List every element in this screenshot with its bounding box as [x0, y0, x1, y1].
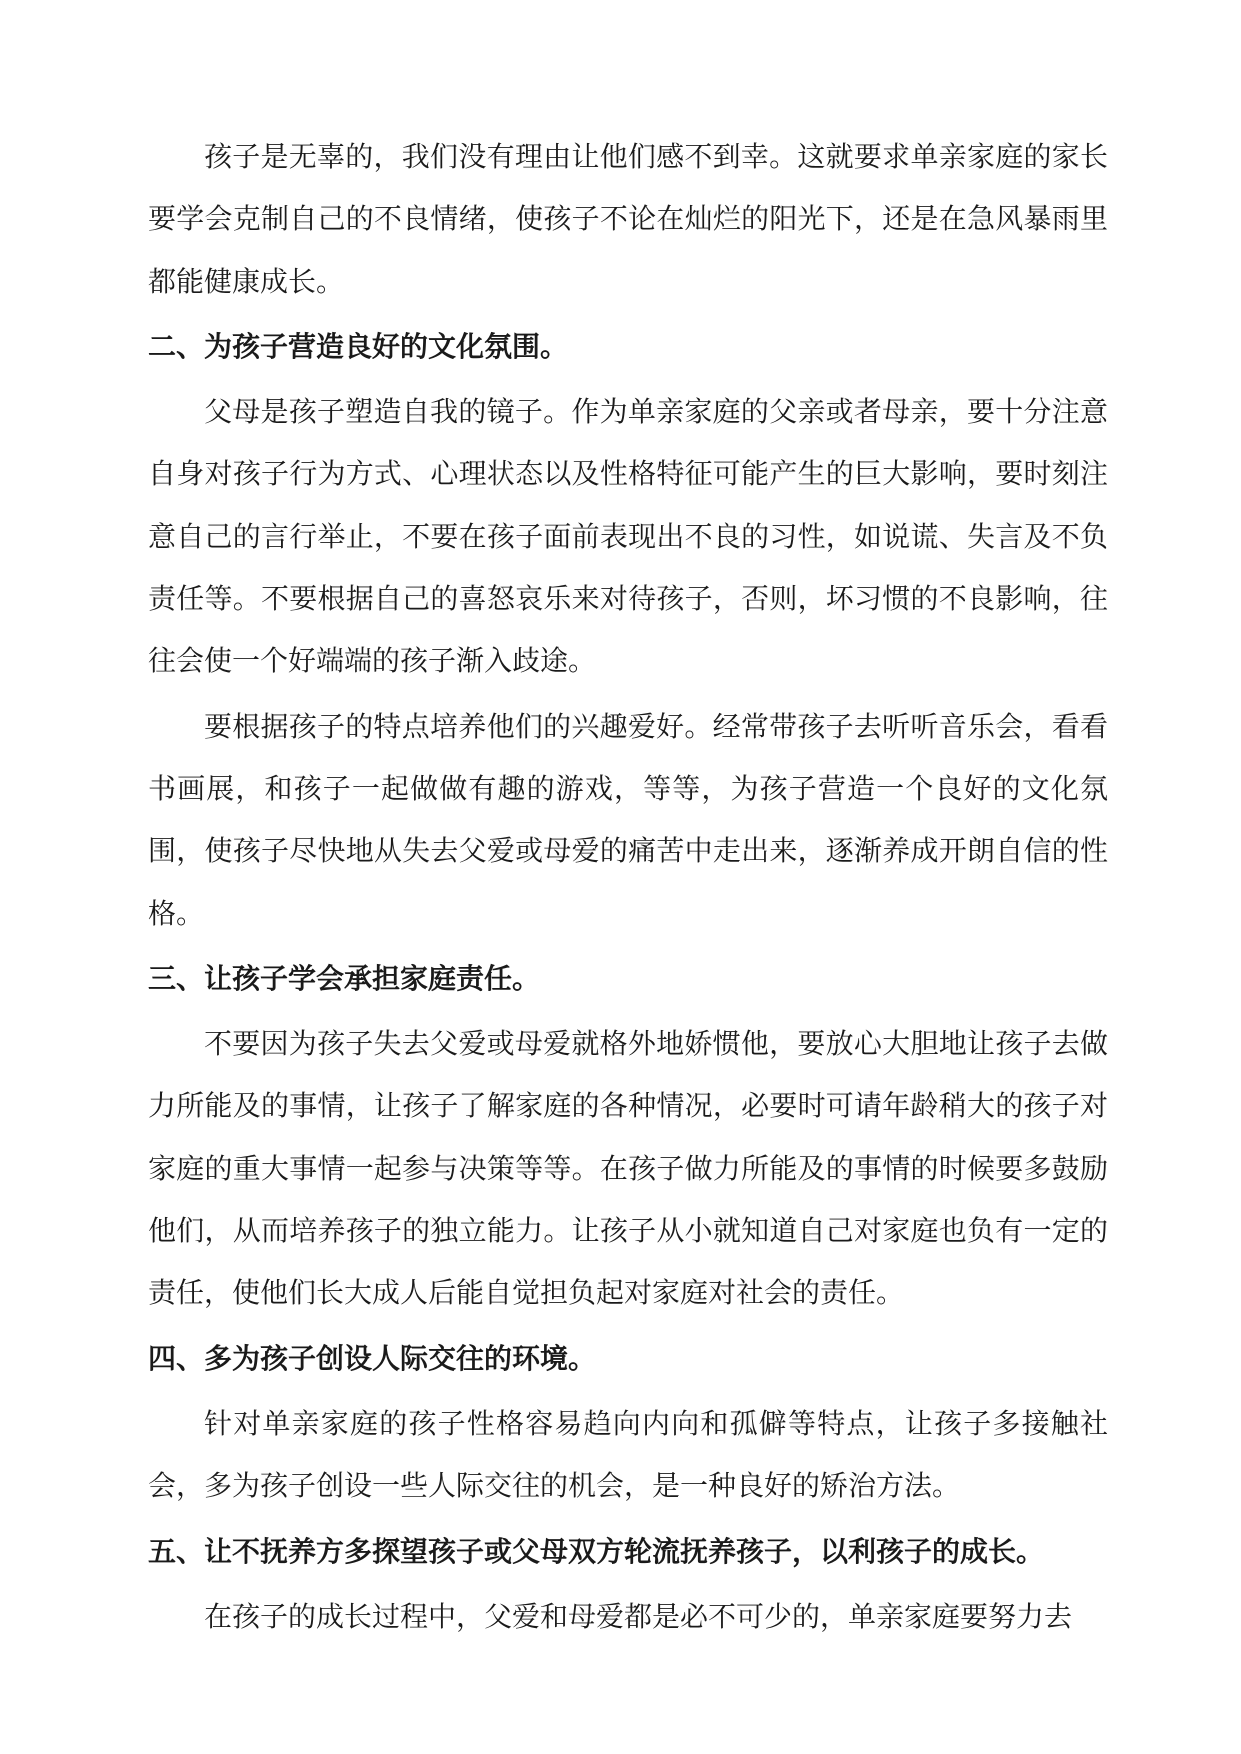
section-heading-3: 三、让孩子学会承担家庭责任。	[148, 961, 541, 995]
section-heading-4: 四、多为孩子创设人际交往的环境。	[148, 1341, 597, 1375]
paragraph-5: 针对单亲家庭的孩子性格容易趋向内向和孤僻等特点，让孩子多接触社会，多为孩子创设一些人际交往的机会，是一种良好的矫治方法。	[148, 1406, 1108, 1503]
paragraph-3: 要根据孩子的特点培养他们的兴趣爱好。经常带孩子去听听音乐会，看看书画展，和孩子一起做做有趣的游戏，等等，为孩子营造一个良好的文化氛围，使孩子尽快地从失去父爱或母爱的痛苦中走出来，逐渐养成开朗自信的性格。	[148, 709, 1108, 930]
paragraph-4: 不要因为孩子失去父爱或母爱就格外地娇惯他，要放心大胆地让孩子去做力所能及的事情，让孩子了解家庭的各种情况，必要时可请年龄稍大的孩子对家庭的重大事情一起参与决策等等。在孩子做力所能及的事情的时候要多鼓励他们，从而培养孩子的独立能力。让孩子从小就知道自己对家庭也负有一定的责任，使他们长大成人后能自觉担负起对家庭对社会的责任。	[148, 1027, 1108, 1310]
section-heading-5: 五、让不抚养方多探望孩子或父母双方轮流抚养孩子，以利孩子的成长。	[148, 1534, 1045, 1568]
section-heading-2: 二、为孩子营造良好的文化氛围。	[148, 329, 569, 363]
paragraph-2: 父母是孩子塑造自我的镜子。作为单亲家庭的父亲或者母亲，要十分注意自身对孩子行为方式、心理状态以及性格特征可能产生的巨大影响，要时刻注意自己的言行举止，不要在孩子面前表现出不良的习性，如说谎、失言及不负责任等。不要根据自己的喜怒哀乐来对待孩子，否则，坏习惯的不良影响，往往会使一个好端端的孩子渐入歧途。	[148, 395, 1108, 678]
document-page	[148, 126, 1108, 1651]
paragraph-6: 在孩子的成长过程中，父爱和母爱都是必不可少的，单亲家庭要努力去	[204, 1599, 1073, 1633]
paragraph-1: 孩子是无辜的，我们没有理由让他们感不到幸。这就要求单亲家庭的家长要学会克制自己的不良情绪，使孩子不论在灿烂的阳光下，还是在急风暴雨里都能健康成长。	[148, 140, 1108, 298]
